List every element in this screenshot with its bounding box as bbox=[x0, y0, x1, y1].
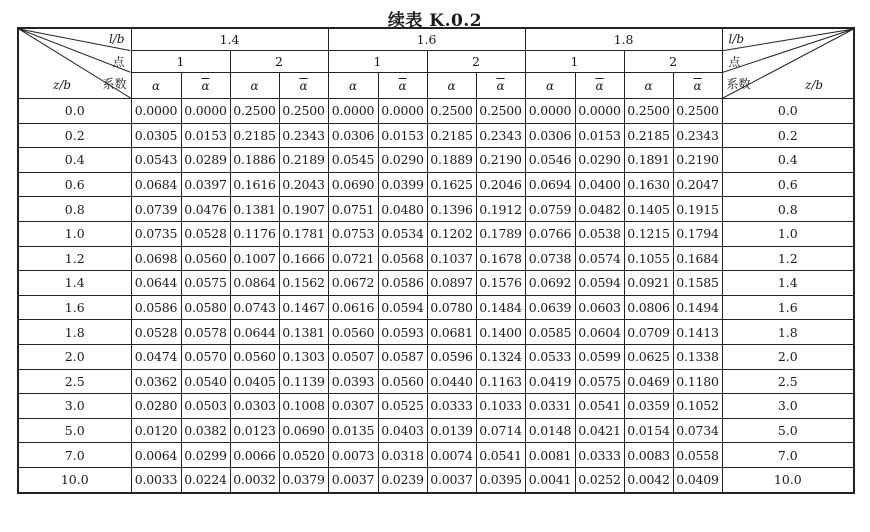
coefficient-cell: 0.1405 bbox=[624, 197, 673, 222]
coefficient-cell: 0.0362 bbox=[131, 369, 181, 394]
coefficient-cell: 0.0331 bbox=[525, 394, 575, 419]
table-row bbox=[18, 394, 854, 419]
table-row bbox=[18, 246, 854, 271]
coefficient-cell: 0.0153 bbox=[575, 123, 624, 148]
coefficient-cell: 0.0714 bbox=[476, 418, 525, 443]
corner-lb-label: l/b bbox=[108, 32, 125, 46]
coefficient-cell: 0.0616 bbox=[328, 295, 378, 320]
coefficient-cell: 0.0560 bbox=[378, 369, 427, 394]
coefficient-cell: 0.0586 bbox=[131, 295, 181, 320]
coefficient-cell: 0.0474 bbox=[131, 344, 181, 369]
coefficient-cell: 0.0397 bbox=[181, 172, 230, 197]
coefficient-cell: 0.0400 bbox=[575, 172, 624, 197]
depth-ratio-cell-right: 0.8 bbox=[722, 197, 854, 222]
coefficient-cell: 0.2500 bbox=[673, 99, 722, 124]
coefficient-table bbox=[17, 27, 855, 494]
coefficient-cell: 0.1781 bbox=[279, 221, 328, 246]
coefficient-cell: 0.0476 bbox=[181, 197, 230, 222]
table-row bbox=[18, 418, 854, 443]
coefficient-cell: 0.0033 bbox=[131, 467, 181, 492]
coefficient-cell: 0.0037 bbox=[328, 467, 378, 492]
coefficient-cell: 0.0806 bbox=[624, 295, 673, 320]
table-row bbox=[18, 172, 854, 197]
coefficient-cell: 0.2047 bbox=[673, 172, 722, 197]
coefficient-cell: 0.1008 bbox=[279, 394, 328, 419]
table-title: 续表 K.0.2 bbox=[387, 11, 483, 31]
coefficient-cell: 0.1891 bbox=[624, 148, 673, 173]
coefficient-cell: 0.0382 bbox=[181, 418, 230, 443]
coefficient-cell: 0.1467 bbox=[279, 295, 328, 320]
table-row bbox=[18, 221, 854, 246]
coefficient-cell: 0.0587 bbox=[378, 344, 427, 369]
coefficient-cell: 0.1585 bbox=[673, 271, 722, 296]
alpha-header: α bbox=[328, 73, 378, 99]
coefficient-cell: 0.0751 bbox=[328, 197, 378, 222]
coefficient-cell: 0.1400 bbox=[476, 320, 525, 345]
coefficient-cell: 0.0596 bbox=[427, 344, 476, 369]
coefficient-cell: 0.2343 bbox=[476, 123, 525, 148]
coefficient-cell: 0.0409 bbox=[673, 467, 722, 492]
corner-point-label: 点 bbox=[112, 55, 125, 69]
coefficient-cell: 0.0148 bbox=[525, 418, 575, 443]
coefficient-cell: 0.2500 bbox=[279, 99, 328, 124]
coefficient-cell: 0.0395 bbox=[476, 467, 525, 492]
depth-ratio-cell-right: 0.2 bbox=[722, 123, 854, 148]
depth-ratio-cell: 1.4 bbox=[18, 271, 131, 296]
coefficient-cell: 0.0681 bbox=[427, 320, 476, 345]
table-row bbox=[18, 369, 854, 394]
corner-coef-label: 系数 bbox=[102, 77, 127, 91]
coefficient-cell: 0.0639 bbox=[525, 295, 575, 320]
table-row bbox=[18, 320, 854, 345]
coefficient-cell: 0.0568 bbox=[378, 246, 427, 271]
table-row bbox=[18, 148, 854, 173]
coefficient-cell: 0.1684 bbox=[673, 246, 722, 271]
group-header-1: 1.4 bbox=[131, 28, 328, 51]
coefficient-cell: 0.2185 bbox=[624, 123, 673, 148]
coefficient-cell: 0.0307 bbox=[328, 394, 378, 419]
coefficient-cell: 0.1889 bbox=[427, 148, 476, 173]
point-header: 1 bbox=[328, 51, 427, 73]
coefficient-cell: 0.0419 bbox=[525, 369, 575, 394]
coefficient-cell: 0.1007 bbox=[230, 246, 279, 271]
coefficient-cell: 0.2500 bbox=[427, 99, 476, 124]
coefficient-cell: 0.0735 bbox=[131, 221, 181, 246]
coefficient-cell: 0.0073 bbox=[328, 443, 378, 468]
coefficient-cell: 0.1794 bbox=[673, 221, 722, 246]
coefficient-cell: 0.0534 bbox=[378, 221, 427, 246]
coefficient-cell: 0.1176 bbox=[230, 221, 279, 246]
header-corner-left bbox=[18, 28, 131, 99]
coefficient-cell: 0.0541 bbox=[575, 394, 624, 419]
coefficient-cell: 0.0239 bbox=[378, 467, 427, 492]
alpha-bar-header: $\overline{\alpha}$ bbox=[181, 73, 230, 99]
coefficient-cell: 0.1180 bbox=[673, 369, 722, 394]
coefficient-cell: 0.0503 bbox=[181, 394, 230, 419]
coefficient-cell: 0.0599 bbox=[575, 344, 624, 369]
depth-ratio-cell-right: 0.0 bbox=[722, 99, 854, 124]
coefficient-cell: 0.0379 bbox=[279, 467, 328, 492]
coefficient-cell: 0.0252 bbox=[575, 467, 624, 492]
corner-coef-label-right: 系数 bbox=[726, 77, 751, 91]
coefficient-cell: 0.0280 bbox=[131, 394, 181, 419]
coefficient-cell: 0.0690 bbox=[279, 418, 328, 443]
coefficient-cell: 0.1886 bbox=[230, 148, 279, 173]
group-header-2: 1.6 bbox=[328, 28, 525, 51]
coefficient-cell: 0.0153 bbox=[181, 123, 230, 148]
coefficient-cell: 0.0520 bbox=[279, 443, 328, 468]
coefficient-cell: 0.0507 bbox=[328, 344, 378, 369]
coefficient-cell: 0.0041 bbox=[525, 467, 575, 492]
coefficient-cell: 0.0709 bbox=[624, 320, 673, 345]
coefficient-cell: 0.0421 bbox=[575, 418, 624, 443]
coefficient-cell: 0.1616 bbox=[230, 172, 279, 197]
coefficient-cell: 0.1381 bbox=[279, 320, 328, 345]
coefficient-cell: 0.0359 bbox=[624, 394, 673, 419]
depth-ratio-cell-right: 0.4 bbox=[722, 148, 854, 173]
alpha-bar-header: $\overline{\alpha}$ bbox=[279, 73, 328, 99]
coefficient-cell: 0.0289 bbox=[181, 148, 230, 173]
corner-zb-label: z/b bbox=[53, 78, 72, 92]
coefficient-cell: 0.0303 bbox=[230, 394, 279, 419]
depth-ratio-cell-right: 1.8 bbox=[722, 320, 854, 345]
coefficient-cell: 0.1915 bbox=[673, 197, 722, 222]
depth-ratio-cell: 0.8 bbox=[18, 197, 131, 222]
table-row bbox=[18, 271, 854, 296]
coefficient-cell: 0.0000 bbox=[378, 99, 427, 124]
coefficient-cell: 0.2343 bbox=[673, 123, 722, 148]
coefficient-cell: 0.0921 bbox=[624, 271, 673, 296]
coefficient-cell: 0.1484 bbox=[476, 295, 525, 320]
coefficient-cell: 0.0694 bbox=[525, 172, 575, 197]
corner-point-label-right: 点 bbox=[728, 55, 741, 69]
coefficient-cell: 0.0698 bbox=[131, 246, 181, 271]
coefficient-cell: 0.2185 bbox=[230, 123, 279, 148]
coefficient-cell: 0.0139 bbox=[427, 418, 476, 443]
coefficient-cell: 0.0594 bbox=[575, 271, 624, 296]
coefficient-cell: 0.0064 bbox=[131, 443, 181, 468]
coefficient-cell: 0.0399 bbox=[378, 172, 427, 197]
coefficient-cell: 0.0560 bbox=[230, 344, 279, 369]
coefficient-cell: 0.0897 bbox=[427, 271, 476, 296]
coefficient-cell: 0.0578 bbox=[181, 320, 230, 345]
coefficient-cell: 0.0570 bbox=[181, 344, 230, 369]
coefficient-cell: 0.0135 bbox=[328, 418, 378, 443]
table-row bbox=[18, 295, 854, 320]
coefficient-cell: 0.0739 bbox=[131, 197, 181, 222]
coefficient-cell: 0.0574 bbox=[575, 246, 624, 271]
depth-ratio-cell: 7.0 bbox=[18, 443, 131, 468]
coefficient-cell: 0.0066 bbox=[230, 443, 279, 468]
coefficient-cell: 0.0759 bbox=[525, 197, 575, 222]
alpha-header: α bbox=[624, 73, 673, 99]
coefficient-cell: 0.1413 bbox=[673, 320, 722, 345]
coefficient-cell: 0.2185 bbox=[427, 123, 476, 148]
coefficient-cell: 0.0538 bbox=[575, 221, 624, 246]
coefficient-cell: 0.0721 bbox=[328, 246, 378, 271]
coefficient-cell: 0.0081 bbox=[525, 443, 575, 468]
coefficient-cell: 0.0533 bbox=[525, 344, 575, 369]
coefficient-cell: 0.1789 bbox=[476, 221, 525, 246]
alpha-bar-header: $\overline{\alpha}$ bbox=[673, 73, 722, 99]
coefficient-cell: 0.0738 bbox=[525, 246, 575, 271]
coefficient-cell: 0.1666 bbox=[279, 246, 328, 271]
coefficient-cell: 0.0580 bbox=[181, 295, 230, 320]
coefficient-cell: 0.0000 bbox=[525, 99, 575, 124]
coefficient-cell: 0.1494 bbox=[673, 295, 722, 320]
coefficient-cell: 0.0393 bbox=[328, 369, 378, 394]
coefficient-cell: 0.0586 bbox=[378, 271, 427, 296]
point-header: 1 bbox=[525, 51, 624, 73]
depth-ratio-cell: 0.2 bbox=[18, 123, 131, 148]
coefficient-cell: 0.2500 bbox=[624, 99, 673, 124]
coefficient-cell: 0.0753 bbox=[328, 221, 378, 246]
coefficient-cell: 0.0305 bbox=[131, 123, 181, 148]
depth-ratio-cell: 0.6 bbox=[18, 172, 131, 197]
alpha-header: α bbox=[427, 73, 476, 99]
coefficient-cell: 0.0603 bbox=[575, 295, 624, 320]
coefficient-cell: 0.0403 bbox=[378, 418, 427, 443]
coefficient-cell: 0.0469 bbox=[624, 369, 673, 394]
depth-ratio-cell: 1.2 bbox=[18, 246, 131, 271]
coefficient-cell: 0.0290 bbox=[378, 148, 427, 173]
point-header: 2 bbox=[624, 51, 722, 73]
depth-ratio-cell-right: 3.0 bbox=[722, 394, 854, 419]
coefficient-cell: 0.2043 bbox=[279, 172, 328, 197]
alpha-header: α bbox=[525, 73, 575, 99]
coefficient-cell: 0.0585 bbox=[525, 320, 575, 345]
coefficient-cell: 0.0083 bbox=[624, 443, 673, 468]
coefficient-cell: 0.2046 bbox=[476, 172, 525, 197]
coefficient-cell: 0.0594 bbox=[378, 295, 427, 320]
depth-ratio-cell-right: 1.6 bbox=[722, 295, 854, 320]
coefficient-cell: 0.1678 bbox=[476, 246, 525, 271]
corner-zb-label-right: z/b bbox=[805, 78, 824, 92]
coefficient-cell: 0.0000 bbox=[328, 99, 378, 124]
coefficient-cell: 0.0482 bbox=[575, 197, 624, 222]
coefficient-cell: 0.0528 bbox=[181, 221, 230, 246]
coefficient-cell: 0.0120 bbox=[131, 418, 181, 443]
coefficient-cell: 0.0541 bbox=[476, 443, 525, 468]
coefficient-cell: 0.2190 bbox=[673, 148, 722, 173]
coefficient-cell: 0.1625 bbox=[427, 172, 476, 197]
depth-ratio-cell-right: 1.0 bbox=[722, 221, 854, 246]
header-corner-right bbox=[722, 28, 854, 99]
alpha-bar-header: $\overline{\alpha}$ bbox=[378, 73, 427, 99]
coefficient-cell: 0.0480 bbox=[378, 197, 427, 222]
coefficient-cell: 0.0644 bbox=[230, 320, 279, 345]
depth-ratio-cell: 2.0 bbox=[18, 344, 131, 369]
coefficient-cell: 0.0734 bbox=[673, 418, 722, 443]
coefficient-cell: 0.0153 bbox=[378, 123, 427, 148]
coefficient-cell: 0.1912 bbox=[476, 197, 525, 222]
coefficient-cell: 0.1215 bbox=[624, 221, 673, 246]
coefficient-cell: 0.0625 bbox=[624, 344, 673, 369]
coefficient-cell: 0.1037 bbox=[427, 246, 476, 271]
coefficient-cell: 0.1202 bbox=[427, 221, 476, 246]
coefficient-cell: 0.0692 bbox=[525, 271, 575, 296]
coefficient-cell: 0.0333 bbox=[427, 394, 476, 419]
coefficient-cell: 0.0318 bbox=[378, 443, 427, 468]
coefficient-cell: 0.0440 bbox=[427, 369, 476, 394]
alpha-bar-header: $\overline{\alpha}$ bbox=[476, 73, 525, 99]
depth-ratio-cell: 5.0 bbox=[18, 418, 131, 443]
depth-ratio-cell: 2.5 bbox=[18, 369, 131, 394]
alpha-header: α bbox=[230, 73, 279, 99]
depth-ratio-cell: 1.0 bbox=[18, 221, 131, 246]
coefficient-cell: 0.0684 bbox=[131, 172, 181, 197]
coefficient-cell: 0.0540 bbox=[181, 369, 230, 394]
group-header-3: 1.8 bbox=[525, 28, 722, 51]
coefficient-cell: 0.1139 bbox=[279, 369, 328, 394]
table-row bbox=[18, 443, 854, 468]
coefficient-cell: 0.0405 bbox=[230, 369, 279, 394]
coefficient-cell: 0.0766 bbox=[525, 221, 575, 246]
depth-ratio-cell-right: 5.0 bbox=[722, 418, 854, 443]
coefficient-cell: 0.1396 bbox=[427, 197, 476, 222]
coefficient-cell: 0.1052 bbox=[673, 394, 722, 419]
coefficient-cell: 0.1303 bbox=[279, 344, 328, 369]
depth-ratio-cell: 3.0 bbox=[18, 394, 131, 419]
table-row bbox=[18, 467, 854, 492]
table-row bbox=[18, 344, 854, 369]
coefficient-cell: 0.0593 bbox=[378, 320, 427, 345]
depth-ratio-cell-right: 1.2 bbox=[722, 246, 854, 271]
coefficient-cell: 0.0123 bbox=[230, 418, 279, 443]
coefficient-cell: 0.2343 bbox=[279, 123, 328, 148]
depth-ratio-cell: 0.4 bbox=[18, 148, 131, 173]
coefficient-cell: 0.0604 bbox=[575, 320, 624, 345]
coefficient-cell: 0.0000 bbox=[131, 99, 181, 124]
depth-ratio-cell-right: 1.4 bbox=[722, 271, 854, 296]
coefficient-cell: 0.0546 bbox=[525, 148, 575, 173]
coefficient-cell: 0.1055 bbox=[624, 246, 673, 271]
coefficient-cell: 0.0000 bbox=[575, 99, 624, 124]
table-row bbox=[18, 197, 854, 222]
depth-ratio-cell: 1.6 bbox=[18, 295, 131, 320]
coefficient-cell: 0.0560 bbox=[181, 246, 230, 271]
coefficient-cell: 0.0575 bbox=[575, 369, 624, 394]
coefficient-cell: 0.0074 bbox=[427, 443, 476, 468]
point-header: 2 bbox=[427, 51, 525, 73]
depth-ratio-cell: 10.0 bbox=[18, 467, 131, 492]
point-header: 1 bbox=[131, 51, 230, 73]
depth-ratio-cell-right: 0.6 bbox=[722, 172, 854, 197]
coefficient-cell: 0.1576 bbox=[476, 271, 525, 296]
coefficient-cell: 0.1630 bbox=[624, 172, 673, 197]
coefficient-cell: 0.1163 bbox=[476, 369, 525, 394]
coefficient-cell: 0.1381 bbox=[230, 197, 279, 222]
coefficient-cell: 0.1338 bbox=[673, 344, 722, 369]
coefficient-cell: 0.0333 bbox=[575, 443, 624, 468]
coefficient-cell: 0.0306 bbox=[525, 123, 575, 148]
point-header: 2 bbox=[230, 51, 328, 73]
coefficient-cell: 0.0690 bbox=[328, 172, 378, 197]
depth-ratio-cell: 1.8 bbox=[18, 320, 131, 345]
coefficient-cell: 0.1907 bbox=[279, 197, 328, 222]
coefficient-cell: 0.0864 bbox=[230, 271, 279, 296]
coefficient-cell: 0.0154 bbox=[624, 418, 673, 443]
alpha-header: α bbox=[131, 73, 181, 99]
alpha-bar-header: $\overline{\alpha}$ bbox=[575, 73, 624, 99]
coefficient-cell: 0.2190 bbox=[476, 148, 525, 173]
depth-ratio-cell-right: 2.5 bbox=[722, 369, 854, 394]
coefficient-cell: 0.0672 bbox=[328, 271, 378, 296]
coefficient-cell: 0.0224 bbox=[181, 467, 230, 492]
coefficient-cell: 0.0644 bbox=[131, 271, 181, 296]
coefficient-cell: 0.0290 bbox=[575, 148, 624, 173]
coefficient-cell: 0.2500 bbox=[476, 99, 525, 124]
table-row bbox=[18, 123, 854, 148]
coefficient-cell: 0.2500 bbox=[230, 99, 279, 124]
coefficient-cell: 0.0543 bbox=[131, 148, 181, 173]
coefficient-cell: 0.0525 bbox=[378, 394, 427, 419]
corner-lb-label-right: l/b bbox=[728, 32, 745, 46]
depth-ratio-cell-right: 7.0 bbox=[722, 443, 854, 468]
depth-ratio-cell-right: 2.0 bbox=[722, 344, 854, 369]
coefficient-cell: 0.0743 bbox=[230, 295, 279, 320]
coefficient-cell: 0.1324 bbox=[476, 344, 525, 369]
coefficient-cell: 0.0032 bbox=[230, 467, 279, 492]
coefficient-cell: 0.2189 bbox=[279, 148, 328, 173]
coefficient-cell: 0.0037 bbox=[427, 467, 476, 492]
coefficient-cell: 0.0545 bbox=[328, 148, 378, 173]
table-row bbox=[18, 99, 854, 124]
coefficient-cell: 0.0000 bbox=[181, 99, 230, 124]
depth-ratio-cell: 0.0 bbox=[18, 99, 131, 124]
coefficient-cell: 0.0560 bbox=[328, 320, 378, 345]
coefficient-cell: 0.1033 bbox=[476, 394, 525, 419]
coefficient-cell: 0.0780 bbox=[427, 295, 476, 320]
coefficient-cell: 0.0042 bbox=[624, 467, 673, 492]
depth-ratio-cell-right: 10.0 bbox=[722, 467, 854, 492]
coefficient-cell: 0.0558 bbox=[673, 443, 722, 468]
coefficient-cell: 0.1562 bbox=[279, 271, 328, 296]
coefficient-cell: 0.0299 bbox=[181, 443, 230, 468]
coefficient-cell: 0.0575 bbox=[181, 271, 230, 296]
coefficient-cell: 0.0528 bbox=[131, 320, 181, 345]
coefficient-cell: 0.0306 bbox=[328, 123, 378, 148]
